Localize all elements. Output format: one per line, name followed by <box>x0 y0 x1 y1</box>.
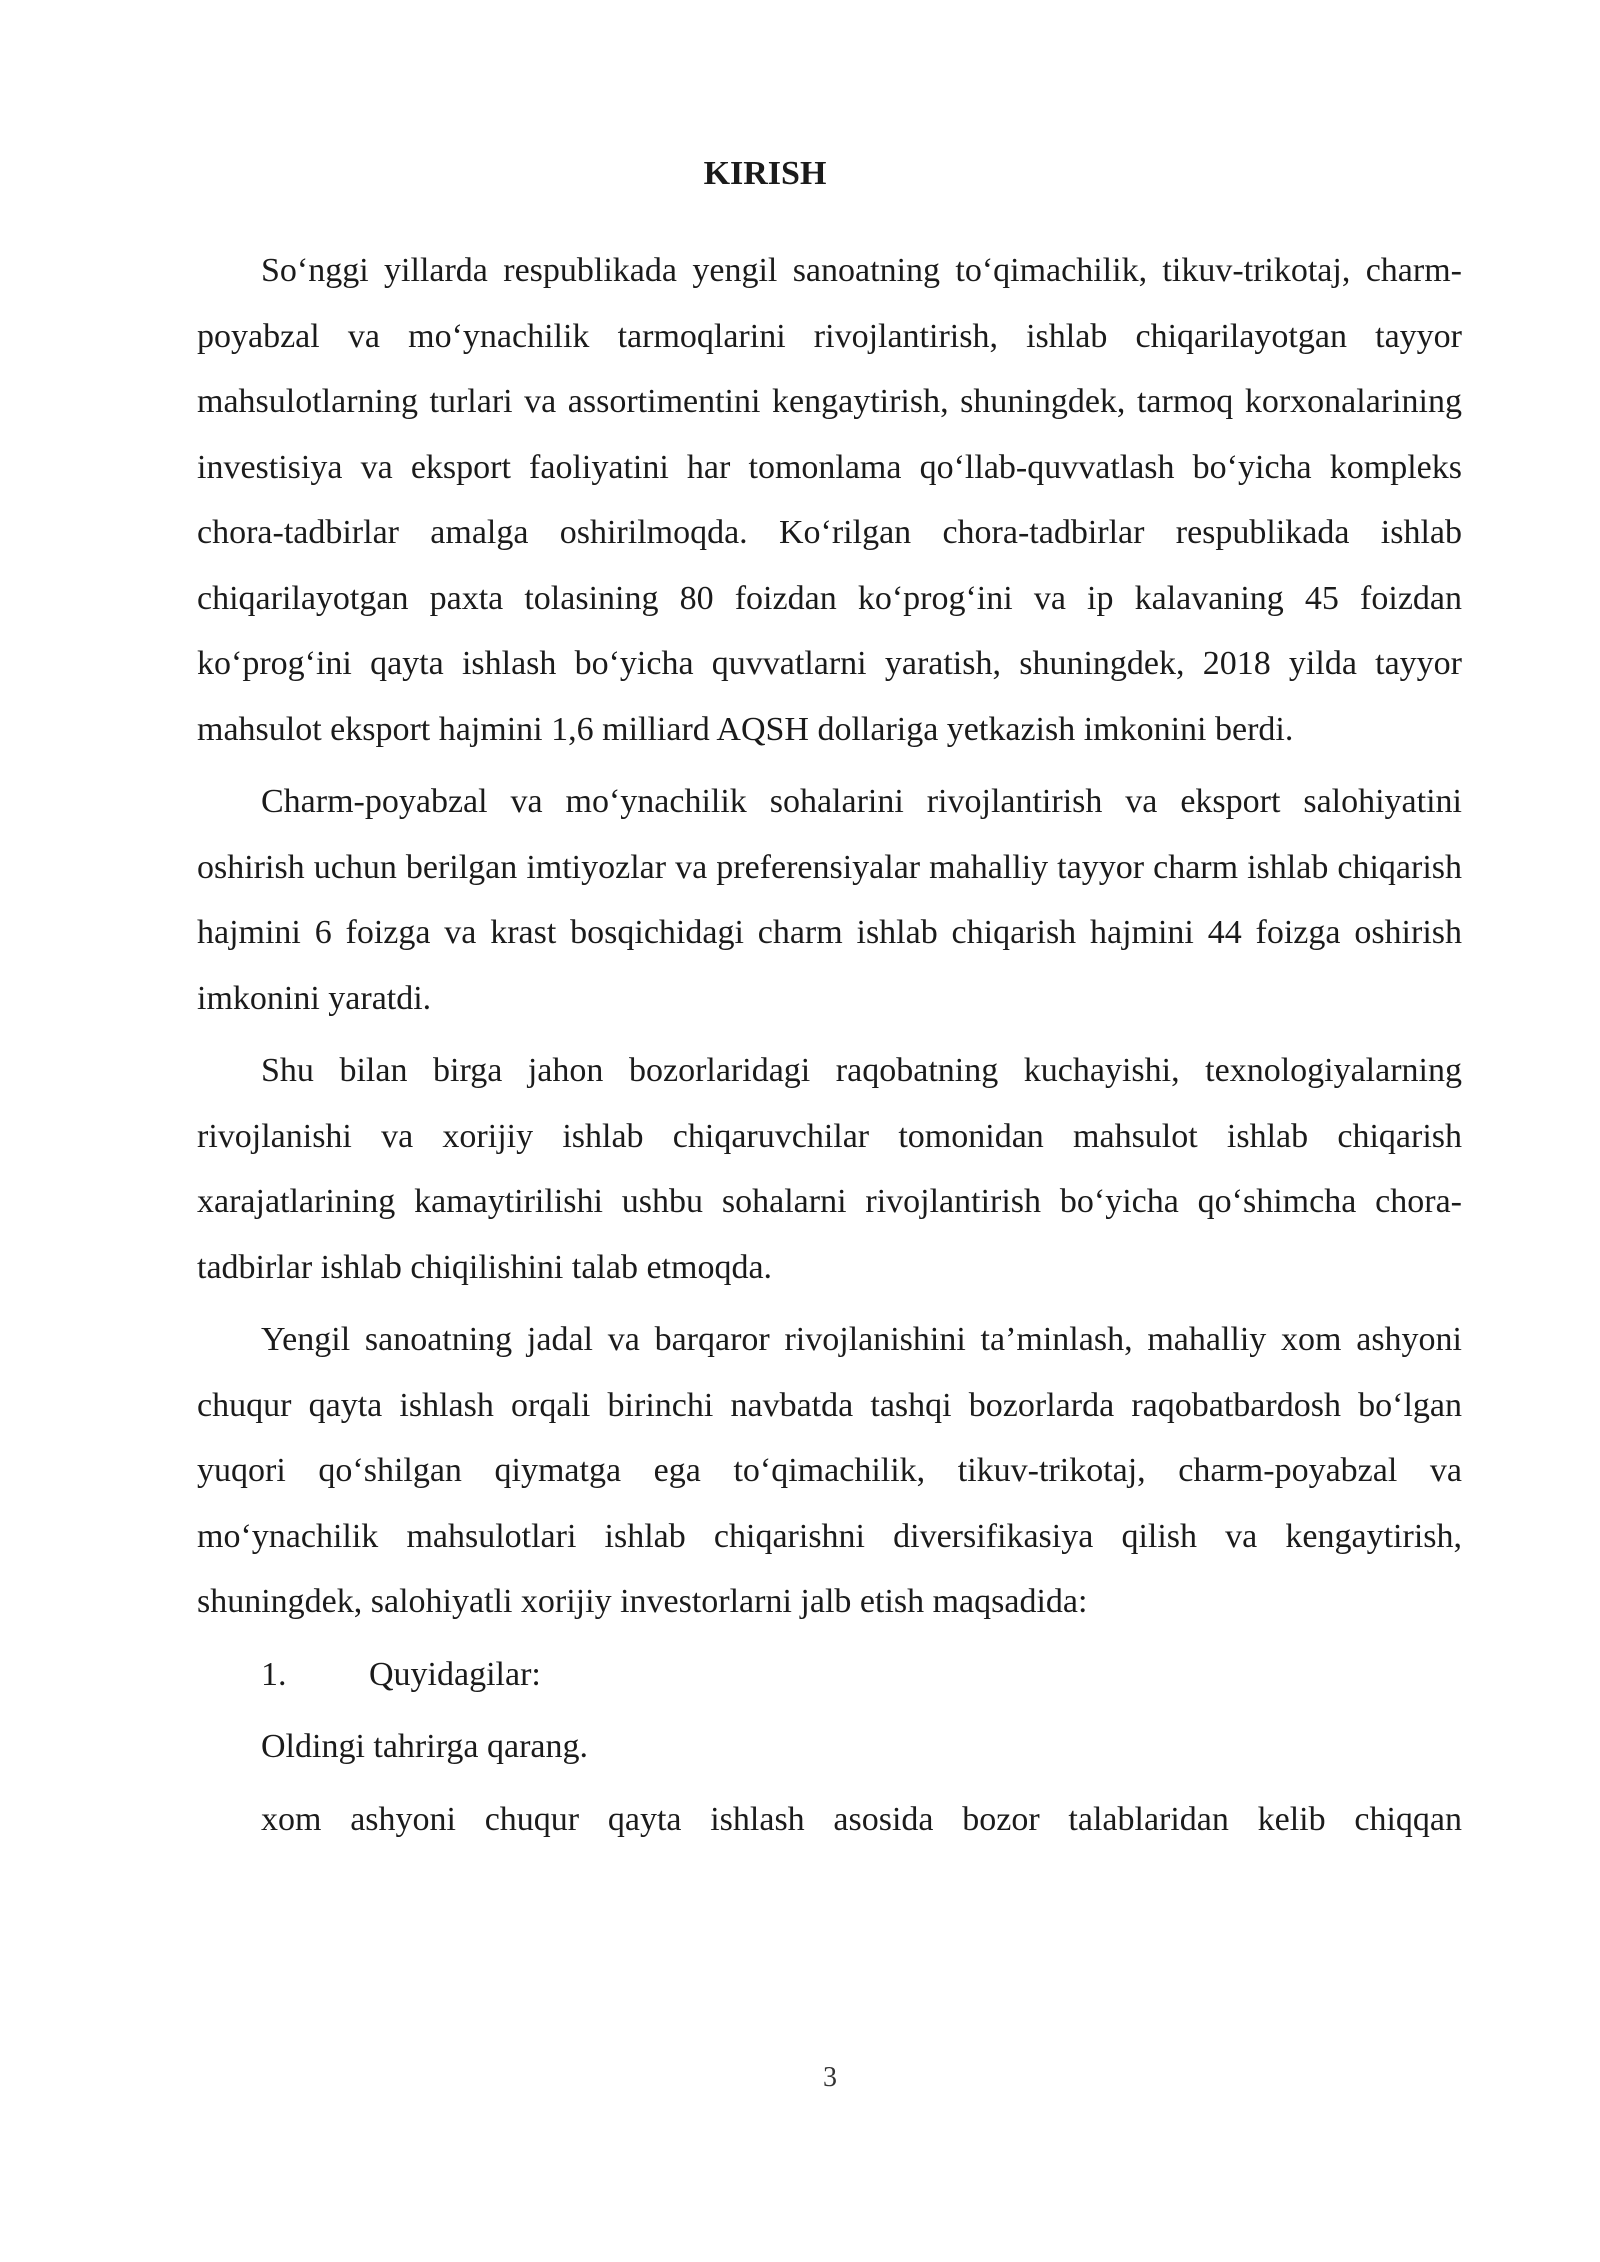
paragraph-continued: xom ashyoni chuqur qayta ishlash asosida bozor talablaridan kelib chiqqan <box>261 1800 1462 1838</box>
paragraph-leather: Charm-poyabzal va mo‘ynachilik sohalarini rivojlantirish va eksport salohiyatini oshirish uchun berilgan imtiyozlar va preferensiyalar mahalliy tayyor charm ishlab chiqarish hajmini 6 foizga va krast bosqichidagi charm ishlab chiqarish hajmini 44 foizga oshirish imkonini yaratdi. <box>197 783 1462 1017</box>
list-item <box>197 1642 1462 1708</box>
list-item-text: Quyidagilar: <box>369 1655 541 1693</box>
edit-note: Oldingi tahrirga qarang. <box>261 1728 589 1765</box>
page-number: 3 <box>823 2062 837 2093</box>
body-text <box>197 238 1462 1859</box>
section-heading: KIRISH <box>703 155 827 192</box>
paragraph-purpose: Yengil sanoatning jadal va barqaror rivojlanishini ta’minlash, mahalliy xom ashyoni chuqur qayta ishlash orqali birinchi navbatda tashqi bozorlarda raqobatbardosh bo‘lgan yuqori qo‘shilgan qiymatga ega to‘qimachilik, tikuv-trikotaj, charm-poyabzal va mo‘ynachilik mahsulotlari ishlab chiqarishni diversifikasiya qilish va kengaytirish, shuningdek, salohiyatli xorijiy investorlarni jalb etish maqsadida: <box>197 1321 1462 1620</box>
paragraph-intro: So‘nggi yillarda respublikada yengil sanoatning to‘qimachilik, tikuv-trikotaj, charm-poyabzal va mo‘ynachilik tarmoqlarini rivojlantirish, ishlab chiqarilayotgan tayyor mahsulotlarning turlari va assortimentini kengaytirish, shuningdek, tarmoq korxonalarining investisiya va eksport faoliyatini har tomonlama qo‘llab-quvvatlash bo‘yicha kompleks chora-tadbirlar amalga oshirilmoqda. Ko‘rilgan chora-tadbirlar respublikada ishlab chiqarilayotgan paxta tolasining 80 foizdan ko‘prog‘ini va ip kalavaning 45 foizdan ko‘prog‘ini qayta ishlash bo‘yicha quvvatlarni yaratish, shuningdek, 2018 yilda tayyor mahsulot eksport hajmini 1,6 milliard AQSH dollariga yetkazish imkonini berdi. <box>197 252 1462 748</box>
paragraph-competition: Shu bilan birga jahon bozorlaridagi raqobatning kuchayishi, texnologiyalarning rivojlanishi va xorijiy ishlab chiqaruvchilar tomonidan mahsulot ishlab chiqarish xarajatlarining kamaytirilishi ushbu sohalarni rivojlantirish bo‘yicha qo‘shimcha chora-tadbirlar ishlab chiqilishini talab etmoqda. <box>197 1052 1462 1286</box>
list-item-number: 1. <box>261 1655 287 1693</box>
